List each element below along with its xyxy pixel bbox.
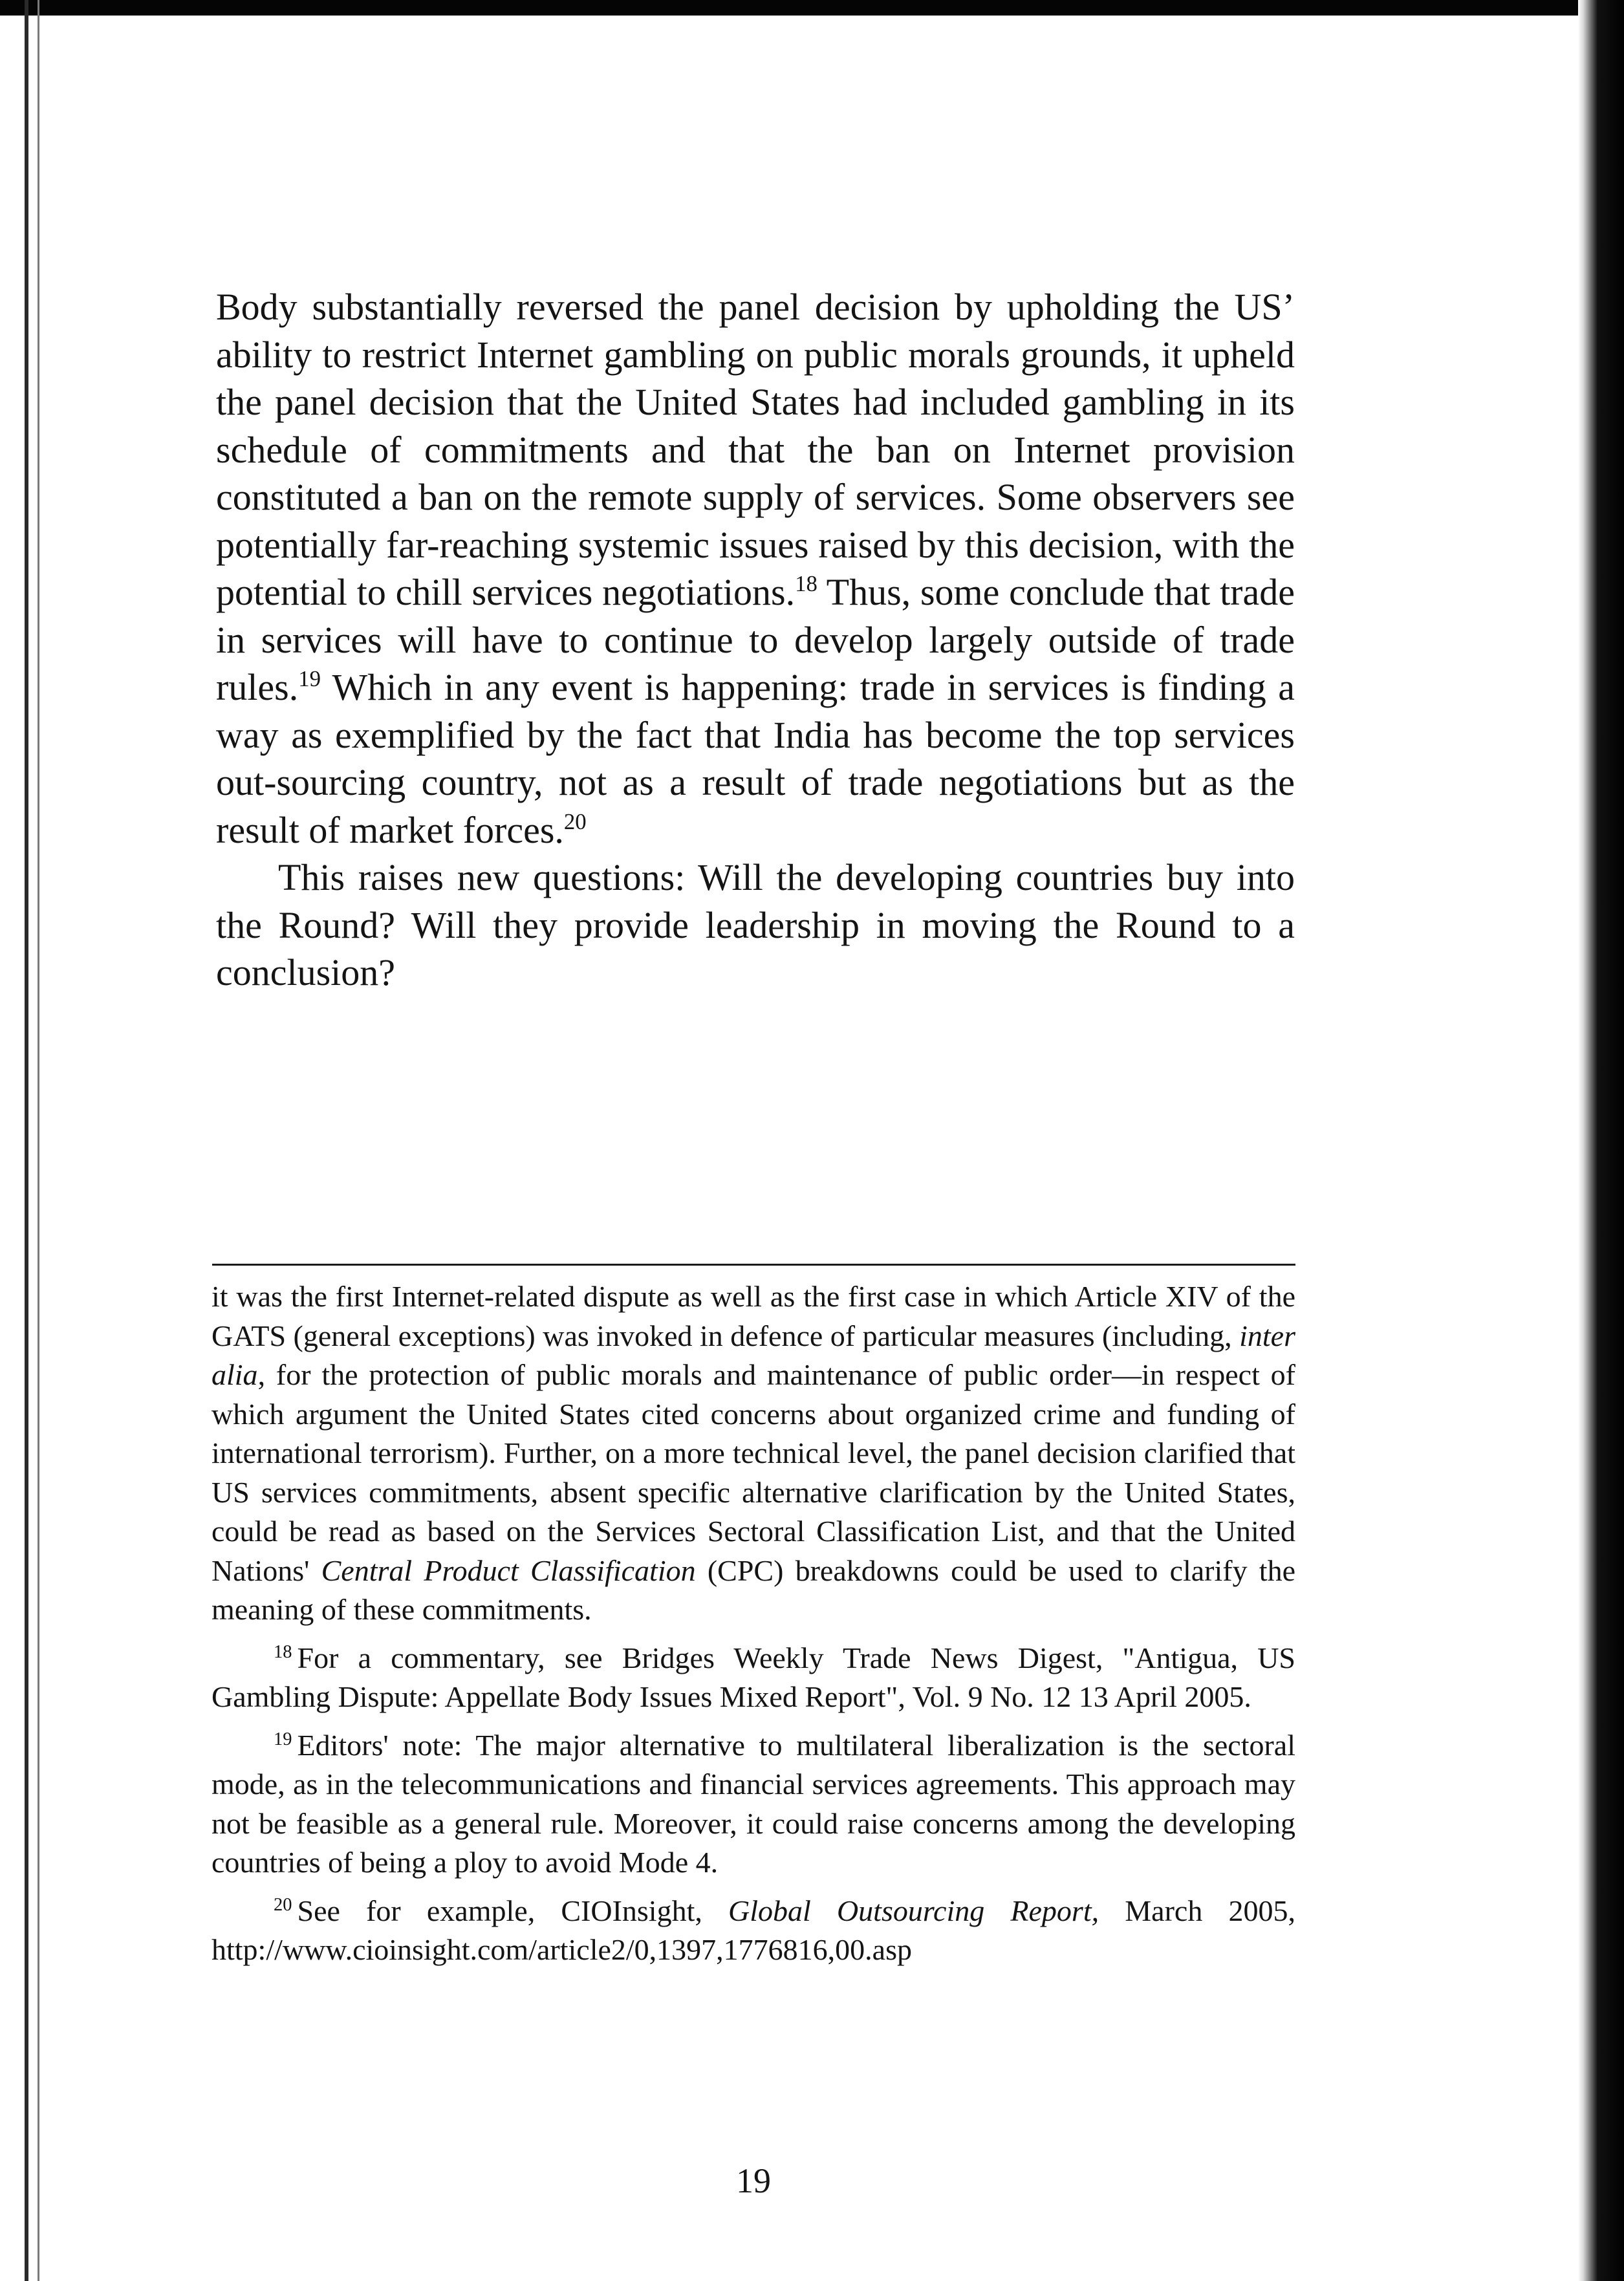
body-paragraph-1 <box>216 283 1295 854</box>
footnote-continued-italic-b: Central Product Classification <box>321 1553 696 1587</box>
footnote-20-part-a: See for example, CIOInsight, <box>297 1894 729 1927</box>
footnote-ref-19: 19 <box>298 666 321 692</box>
footnote-20-number: 20 <box>274 1894 292 1915</box>
main-body-text <box>216 283 1295 997</box>
footnote-separator <box>212 1264 1295 1266</box>
footnote-ref-18: 18 <box>795 571 817 597</box>
scan-left-edge-line-thin <box>38 0 39 2281</box>
footnote-18 <box>211 1639 1295 1717</box>
body-paragraph-1-part-b: Thus, some conclude that trade in services will have to continue to develop largely outside of trade rules. <box>216 571 1295 708</box>
body-paragraph-1-part-c: Which in any event is happening: trade in services is finding a way as exemplified by the fact that India has become the top services out-sourcing country, not as a result of trade negotiations but as the result of market forces. <box>216 666 1295 851</box>
body-paragraph-1-part-a: Body substantially reversed the panel decision by upholding the US’ ability to restrict Internet gambling on public morals grounds, it upheld the panel decision that the United States had included gambling in its schedule of commitments and that the ban on Internet provision constituted a ban on the remote supply of services. Some observers see potentially far-reaching systemic issues raised by this decision, with the potential to chill services negotiations. <box>216 286 1295 613</box>
footnote-18-number: 18 <box>274 1641 292 1662</box>
footnote-20-italic: Global Outsourcing Report, <box>728 1894 1099 1927</box>
footnote-ref-20: 20 <box>563 808 587 834</box>
footnote-19 <box>211 1726 1295 1883</box>
scan-right-edge <box>1578 0 1624 2281</box>
scan-left-edge-line <box>25 0 28 2281</box>
footnote-continued-part-a: it was the first Internet-related dispute as well as the first case in which Article XIV of the GATS (general exceptions) was invoked in defence of particular measures (including, <box>211 1280 1295 1352</box>
footnote-continued-part-b: , for the protection of public morals and maintenance of public order—in respect of which argument the United States cited concerns about organized crime and funding of international terrorism). Further, on a more technical level, the panel decision clarified that US services commitments, absent specific alternative clarification by the United States, could be read as based on the Services Sectoral Classification List, and that the United Nations' <box>211 1358 1295 1587</box>
footnote-19-text: Editors' note: The major alternative to multilateral liberalization is the sectoral mode, as in the telecommunications and financial services agreements. This approach may not be feasible as a general rule. Moreover, it could raise concerns among the developing countries of being a ploy to avoid Mode 4. <box>211 1728 1295 1879</box>
footnote-continued-italic-a: inter alia <box>211 1319 1295 1391</box>
footnotes-section <box>211 1277 1295 1970</box>
footnote-20-part-b: March 2005, http://www.cioinsight.com/article2/0,1397,1776816,00.asp <box>211 1894 1295 1966</box>
footnote-19-number: 19 <box>274 1729 292 1749</box>
page-number: 19 <box>736 2161 771 2200</box>
scan-top-edge <box>0 0 1624 16</box>
footnote-continued-part-c: (CPC) breakdowns could be used to clarify the meaning of these commitments. <box>211 1553 1295 1626</box>
footnote-18-text: For a commentary, see Bridges Weekly Trade News Digest, "Antigua, US Gambling Dispute: Appellate Body Issues Mixed Report", Vol. 9 No. 12 13 April 2005. <box>211 1641 1295 1713</box>
footnote-continued <box>211 1277 1295 1630</box>
footnote-20 <box>211 1892 1295 1970</box>
body-paragraph-2: This raises new questions: Will the developing countries buy into the Round? Will they provide leadership in moving the Round to a conclusion? <box>216 856 1295 993</box>
